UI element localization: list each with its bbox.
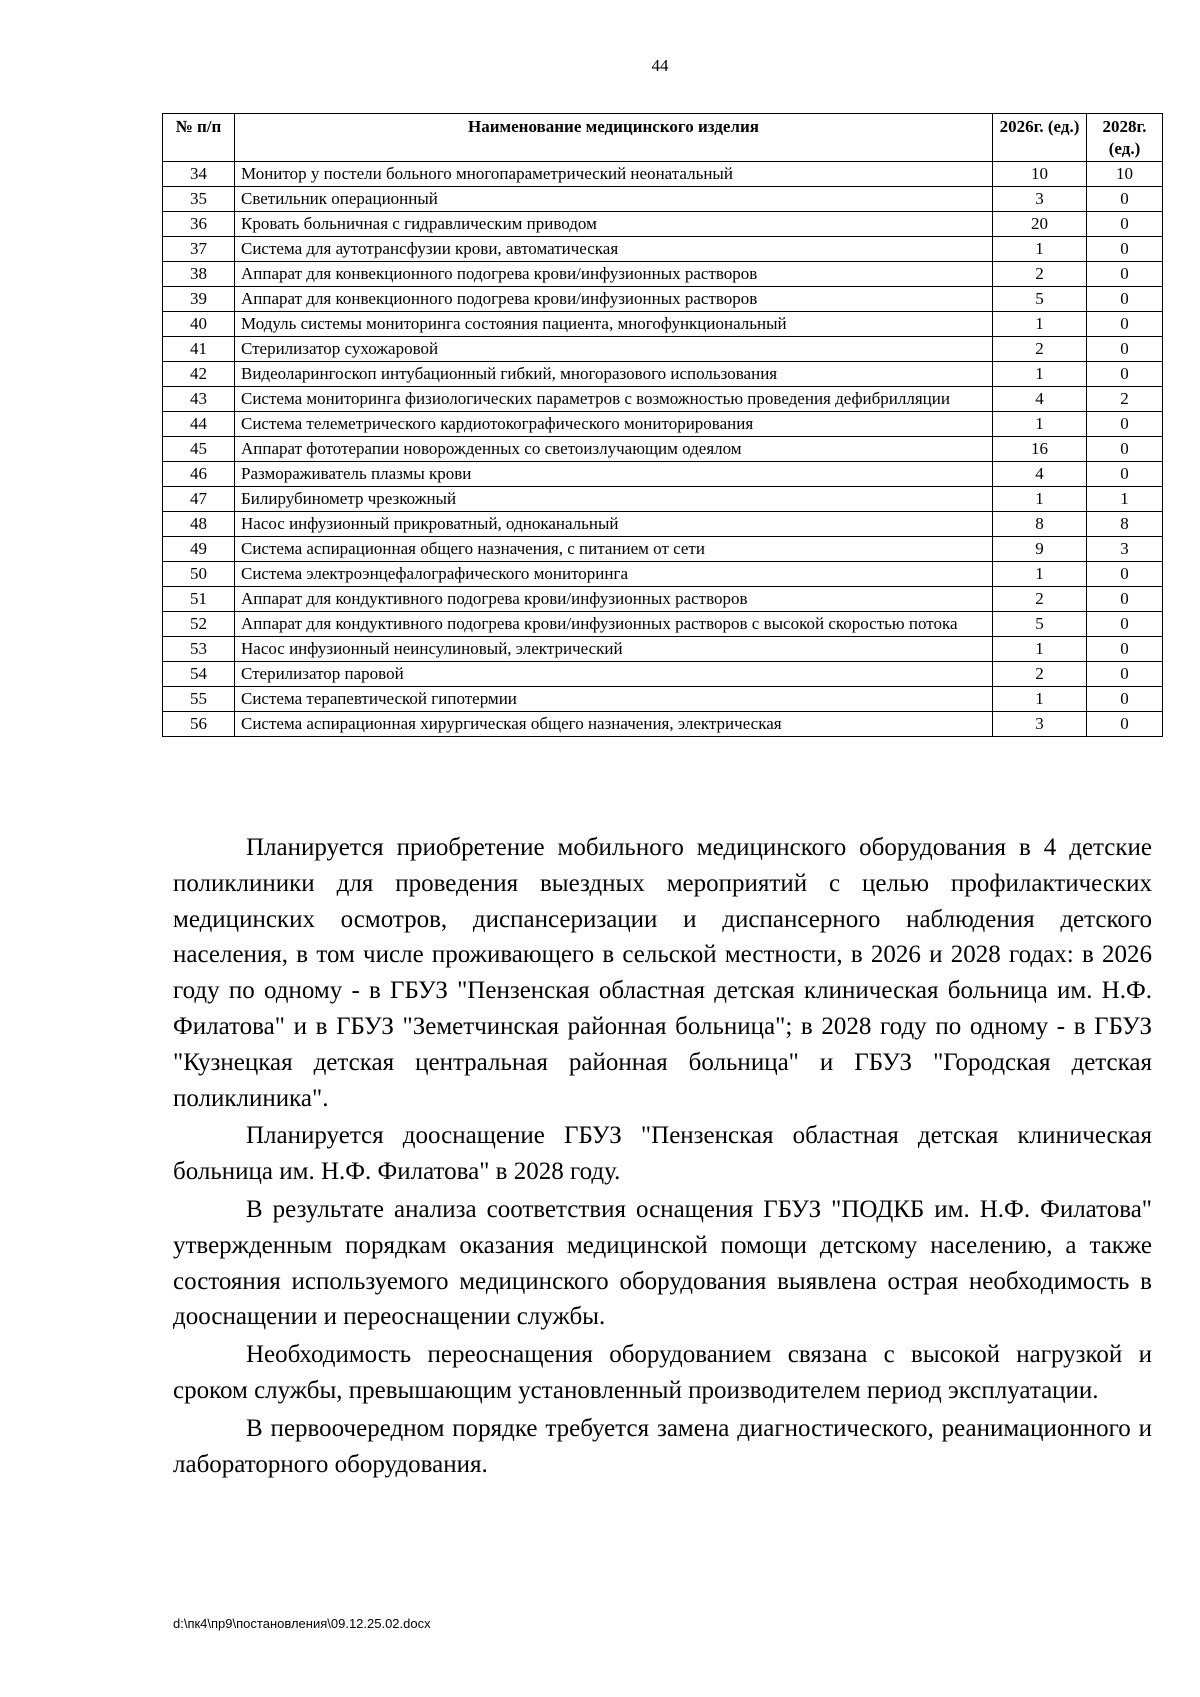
device-name-cell: Система для аутотрансфузии крови, автоматическая: [235, 237, 993, 262]
qty-2028-cell: 0: [1087, 187, 1163, 212]
qty-2026-cell: 2: [993, 587, 1087, 612]
qty-2028-cell: 0: [1087, 287, 1163, 312]
qty-2026-cell: 8: [993, 512, 1087, 537]
qty-2028-cell: 0: [1087, 312, 1163, 337]
row-number-cell: 55: [163, 687, 235, 712]
row-number-cell: 54: [163, 662, 235, 687]
row-number-cell: 36: [163, 212, 235, 237]
row-number-cell: 45: [163, 437, 235, 462]
qty-2026-cell: 1: [993, 312, 1087, 337]
paragraph: Необходимость переоснащения оборудованием связана с высокой нагрузкой и сроком службы, превышающим установленный производителем период эксплуатации.: [173, 1341, 1152, 1404]
table-row: [163, 237, 1163, 262]
table-row: [163, 312, 1163, 337]
qty-2028-cell: 3: [1087, 537, 1163, 562]
table-row: [163, 587, 1163, 612]
table-row: [163, 187, 1163, 212]
qty-2028-cell: 0: [1087, 562, 1163, 587]
qty-2026-cell: 3: [993, 712, 1087, 737]
device-name-cell: Монитор у постели больного многопараметрический неонатальный: [235, 162, 993, 187]
device-name-cell: Кровать больничная с гидравлическим приводом: [235, 212, 993, 237]
device-name-cell: Система терапевтической гипотермии: [235, 687, 993, 712]
row-number-cell: 44: [163, 412, 235, 437]
table-row: [163, 637, 1163, 662]
row-number-cell: 38: [163, 262, 235, 287]
qty-2026-cell: 2: [993, 337, 1087, 362]
table-row: [163, 337, 1163, 362]
table-row: [163, 262, 1163, 287]
qty-2026-cell: 20: [993, 212, 1087, 237]
header-device-name: Наименование медицинского изделия: [235, 114, 993, 162]
table-row: [163, 712, 1163, 737]
table-row: [163, 212, 1163, 237]
qty-2026-cell: 1: [993, 362, 1087, 387]
row-number-cell: 39: [163, 287, 235, 312]
header-2026: 2026г. (ед.): [993, 114, 1087, 162]
qty-2028-cell: 0: [1087, 712, 1163, 737]
page-number: 44: [651, 56, 669, 75]
table-row: [163, 537, 1163, 562]
qty-2028-cell: 0: [1087, 612, 1163, 637]
qty-2028-cell: 0: [1087, 412, 1163, 437]
row-number-cell: 34: [163, 162, 235, 187]
device-name-cell: Размораживатель плазмы крови: [235, 462, 993, 487]
qty-2028-cell: 0: [1087, 362, 1163, 387]
table-row: [163, 662, 1163, 687]
qty-2026-cell: 2: [993, 262, 1087, 287]
table-row: [163, 562, 1163, 587]
device-name-cell: Видеоларингоскоп интубационный гибкий, многоразового использования: [235, 362, 993, 387]
device-name-cell: Насос инфузионный неинсулиновый, электрический: [235, 637, 993, 662]
row-number-cell: 43: [163, 387, 235, 412]
qty-2026-cell: 1: [993, 237, 1087, 262]
table-header-row: [163, 114, 1163, 162]
qty-2028-cell: 8: [1087, 512, 1163, 537]
qty-2028-cell: 2: [1087, 387, 1163, 412]
qty-2026-cell: 4: [993, 462, 1087, 487]
table-row: [163, 162, 1163, 187]
qty-2028-cell: 1: [1087, 487, 1163, 512]
device-name-cell: Насос инфузионный прикроватный, одноканальный: [235, 512, 993, 537]
qty-2026-cell: 1: [993, 412, 1087, 437]
device-name-cell: Система аспирационная хирургическая общего назначения, электрическая: [235, 712, 993, 737]
qty-2026-cell: 3: [993, 187, 1087, 212]
qty-2026-cell: 5: [993, 287, 1087, 312]
qty-2028-cell: 0: [1087, 637, 1163, 662]
qty-2026-cell: 5: [993, 612, 1087, 637]
qty-2028-cell: 10: [1087, 162, 1163, 187]
device-name-cell: Стерилизатор сухожаровой: [235, 337, 993, 362]
qty-2028-cell: 0: [1087, 687, 1163, 712]
device-name-cell: Система мониторинга физиологических параметров с возможностью проведения дефибрилляции: [235, 387, 993, 412]
device-name-cell: Билирубинометр чрезкожный: [235, 487, 993, 512]
equipment-table: [162, 113, 1163, 737]
qty-2026-cell: 4: [993, 387, 1087, 412]
device-name-cell: Аппарат для кондуктивного подогрева крови/инфузионных растворов: [235, 587, 993, 612]
device-name-cell: Аппарат для конвекционного подогрева крови/инфузионных растворов: [235, 287, 993, 312]
table-row: [163, 512, 1163, 537]
table-row: [163, 362, 1163, 387]
qty-2026-cell: 1: [993, 687, 1087, 712]
paragraph: В результате анализа соответствия оснащения ГБУЗ "ПОДКБ им. Н.Ф. Филатова" утвержденным порядкам оказания медицинской помощи детскому населению, а также состояния используемого медицинского оборудования выявлена острая необходимость в дооснащении и переоснащении службы.: [173, 1195, 1152, 1331]
table-row: [163, 287, 1163, 312]
header-number: № п/п: [163, 114, 235, 162]
header-2028: 2028г. (ед.): [1087, 114, 1163, 162]
row-number-cell: 56: [163, 712, 235, 737]
table-row: [163, 687, 1163, 712]
row-number-cell: 47: [163, 487, 235, 512]
table-row: [163, 612, 1163, 637]
device-name-cell: Аппарат для конвекционного подогрева крови/инфузионных растворов: [235, 262, 993, 287]
qty-2028-cell: 0: [1087, 337, 1163, 362]
device-name-cell: Стерилизатор паровой: [235, 662, 993, 687]
device-name-cell: Система аспирационная общего назначения, с питанием от сети: [235, 537, 993, 562]
body-text: [173, 830, 1152, 1482]
qty-2028-cell: 0: [1087, 212, 1163, 237]
qty-2028-cell: 0: [1087, 462, 1163, 487]
device-name-cell: Светильник операционный: [235, 187, 993, 212]
row-number-cell: 51: [163, 587, 235, 612]
row-number-cell: 53: [163, 637, 235, 662]
row-number-cell: 42: [163, 362, 235, 387]
qty-2028-cell: 0: [1087, 437, 1163, 462]
device-name-cell: Аппарат для кондуктивного подогрева крови/инфузионных растворов с высокой скоростью потока: [235, 612, 993, 637]
qty-2026-cell: 2: [993, 662, 1087, 687]
qty-2026-cell: 9: [993, 537, 1087, 562]
paragraph: Планируется дооснащение ГБУЗ "Пензенская областная детская клиническая больница им. Н.Ф. Филатова" в 2028 году.: [173, 1122, 1152, 1186]
row-number-cell: 41: [163, 337, 235, 362]
qty-2026-cell: 1: [993, 637, 1087, 662]
row-number-cell: 50: [163, 562, 235, 587]
table-row: [163, 387, 1163, 412]
qty-2026-cell: 1: [993, 562, 1087, 587]
qty-2026-cell: 16: [993, 437, 1087, 462]
table-row: [163, 437, 1163, 462]
device-name-cell: Модуль системы мониторинга состояния пациента, многофункциональный: [235, 312, 993, 337]
qty-2026-cell: 1: [993, 487, 1087, 512]
qty-2028-cell: 0: [1087, 587, 1163, 612]
row-number-cell: 35: [163, 187, 235, 212]
footer-file-path: d:\пк4\пр9\постановления\09.12.25.02.docx: [173, 1616, 431, 1631]
paragraph: В первоочередном порядке требуется замена диагностического, реанимационного и лабораторного оборудования.: [173, 1414, 1152, 1478]
row-number-cell: 46: [163, 462, 235, 487]
row-number-cell: 52: [163, 612, 235, 637]
row-number-cell: 37: [163, 237, 235, 262]
qty-2028-cell: 0: [1087, 237, 1163, 262]
table-row: [163, 462, 1163, 487]
row-number-cell: 40: [163, 312, 235, 337]
qty-2028-cell: 0: [1087, 262, 1163, 287]
qty-2028-cell: 0: [1087, 662, 1163, 687]
table-row: [163, 487, 1163, 512]
device-name-cell: Система электроэнцефалографического мониторинга: [235, 562, 993, 587]
table-row: [163, 412, 1163, 437]
paragraph: Планируется приобретение мобильного медицинского оборудования в 4 детские поликлиники для проведения выездных мероприятий с целью профилактических медицинских осмотров, диспансеризации и диспансерного наблюдения детского населения, в том числе проживающего в сельской местности, в 2026 и 2028 годах: в 2026 году по одному - в ГБУЗ "Пензенская областная детская клиническая больница им. Н.Ф. Филатова" и в ГБУЗ "Земетчинская районная больница"; в 2028 году по одному - в ГБУЗ "Кузнецкая детская центральная районная больница" и ГБУЗ "Городская детская поликлиника".: [173, 834, 1152, 1112]
row-number-cell: 48: [163, 512, 235, 537]
device-name-cell: Система телеметрического кардиотокографического мониторирования: [235, 412, 993, 437]
row-number-cell: 49: [163, 537, 235, 562]
device-name-cell: Аппарат фототерапии новорожденных со светоизлучающим одеялом: [235, 437, 993, 462]
qty-2026-cell: 10: [993, 162, 1087, 187]
